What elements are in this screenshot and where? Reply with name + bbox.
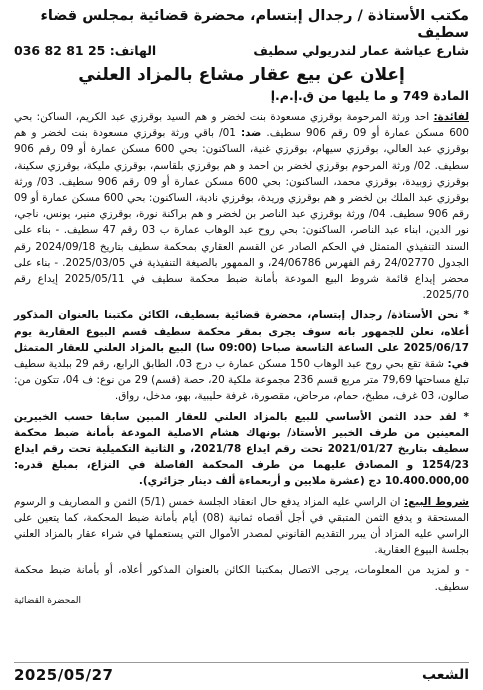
- base-price-paragraph: * لقد حدد الثمن الأساسي للبيع بالمزاد العلني للعقار المبين سابقا حسب الخبيرين المعينين من طرف الخبير الأستاذ/ بونهاك هشام الاصلية المودعة بأمانة ضبط محكمة سطيف بتاريخ 2021/01/27 تحت رقم ايداع 2021/78، و الثانية التكميلية تحت رقم ايداع 1254/23 و المصادق عليهما من طرف المحكمة الفاصلة في النزاع، بمبلغ قدره: 10.400.000,00 دج (عشرة ملايين و أربعماءة ألف دينار جزائري).: [14, 410, 469, 488]
- beneficiary-text: احد ورثة المرحومة بوقرزي مسعودة بنت لخضر و هم السيد بوقرزي عبد الكريم، الساكن: بحي 600 مسكن عمارة أو 09 رقم 906 سطيف.: [14, 111, 470, 140]
- newspaper-name: الشعب: [421, 667, 469, 683]
- notice-header: [14, 8, 469, 59]
- office-name: مكتب الأستاذة / رجدال إبتسام، محضرة قضائية بمجلس قضاء سطيف: [40, 8, 469, 41]
- notice-subtitle: المادة 749 و ما يليها من ق.إ.م.إ: [270, 88, 469, 103]
- conditions-text: ان الراسي عليه المزاد يدفع حال انعقاد الجلسة خمس (5/1) الثمن و المصاريف و الرسوم المستحقة و يدفع الثمن المتبقي في أجل أقصاه ثمانية (08) أيام بأمانة ضبط المحكمة، كما يتعين على الراسي عليه المزاد أن يبرر التقديم القانوني لمصدر الأموال التي يستعملها في شراء عقار بالمزاد العلني بجلسة البيوع العقارية.: [14, 495, 469, 557]
- sale-lead: * نحن الأستاذة/ رجدال إبتسام، محضرة قضائية بسطيف، الكائن مكتبنا بالعنوان المذكور أعلاه، نعلن للجمهور بانه سوف يجرى بمقر محكمة سطيف قسم البيوع العقارية يوم 2025/06/17 على الساعة التاسعة صباحا (09:00 سا) البيع بالمزاد العلني للعقار المتمثل في:: [14, 309, 470, 371]
- office-phone-group: [14, 42, 156, 59]
- signature: المحضرة القضائية: [14, 595, 81, 606]
- defendants-text: 01/ باقي ورثة بوقرزي مسعودة بنت لخضر و هم بوقرزي عبد العالي، بوقرزي سيهام، بوقرزي غنية، الساكنون: بحي 600 مسكن عمارة أو 09 رقم 906 سطيف. 02/ ورثة المرحوم بوقرزي لخضر بن احمد و هم بوقرزي بلقاسم، بوقرزي مليكة، بوقرزي سكينة، بوقرزي زوبيدة، بوقرزي محمد، الساكنون: بحي 600 مسكن عمارة أو 09 رقم 906 سطيف. 03/ ورثة بوقرزي عبد الملك بن لخضر و هم بوقرزي وريدة، بوقرزي نادية، الساكنون: بحي 600 مسكن عمارة أو 09 رقم 906 سطيف. 04/ ورثة بوقرزي عبد الناصر بن لخضر و هم براكنة نورة، بوقرزي منير، يونس، ناجي، نور الدين، ابناء عبد الناصر، الساكنون: بحي روح عبد الوهاب عمارة ب 03 رقم 47 سطيف. - بناء على السند التنفيذي المتمثل في الحكم الصادر عن القسم العقاري بمحكمة سطيف بتاريخ 2024/09/18 رقم الجدول 24/02770 رقم الفهرس 24/06786، و الممهور بالصيغة التنفيذية في 2025/03/05. - بناء على محضر إيداع قائمة شروط البيع المودعة بأمانة ضبط محكمة سطيف في 2025/05/11 إيداع رقم 2025/70.: [14, 127, 470, 302]
- publication-date: 2025/05/27: [14, 666, 114, 684]
- notice-title: إعلان عن بيع عقار مشاع بالمزاد العلني: [78, 65, 405, 85]
- contact-info: - و لمزيد من المعلومات، يرجى الاتصال بمكتبنا الكائن بالعنوان المذكور أعلاه، أو بأمانة ضبط محكمة سطيف.: [14, 564, 469, 593]
- phone-label: الهاتف:: [109, 43, 157, 58]
- sale-conditions: [14, 494, 469, 559]
- beneficiary-label: لفائدة:: [433, 111, 469, 123]
- against-label: ضد:: [241, 127, 262, 140]
- property-description: شقة تقع بحي روح عبد الوهاب 150 مسكن عمارة ب درج 03، الطابق الرابع، رقم 29 ببلدية سطيف تبلغ مساحتها 79,69 متر مربع قسم 236 مجموعة ملكية 20، حصة (قسم) 29 من نوع: ف 04، تتكون من: صالون، 03 غرف، مطبخ، حمام، مرحاض، مقصورة، غرفة حليبية، بهو، مدخل، رواق.: [14, 358, 470, 403]
- phone-number: 036 82 81 25: [14, 43, 106, 58]
- parties-paragraph: [14, 109, 469, 303]
- office-contact: [14, 42, 469, 59]
- office-address: شارع عياشة عمار لندريولي سطيف: [253, 43, 469, 58]
- conditions-label: شروط البيع:: [403, 495, 470, 508]
- notice-footer: [14, 662, 469, 684]
- sale-announcement: [14, 307, 469, 404]
